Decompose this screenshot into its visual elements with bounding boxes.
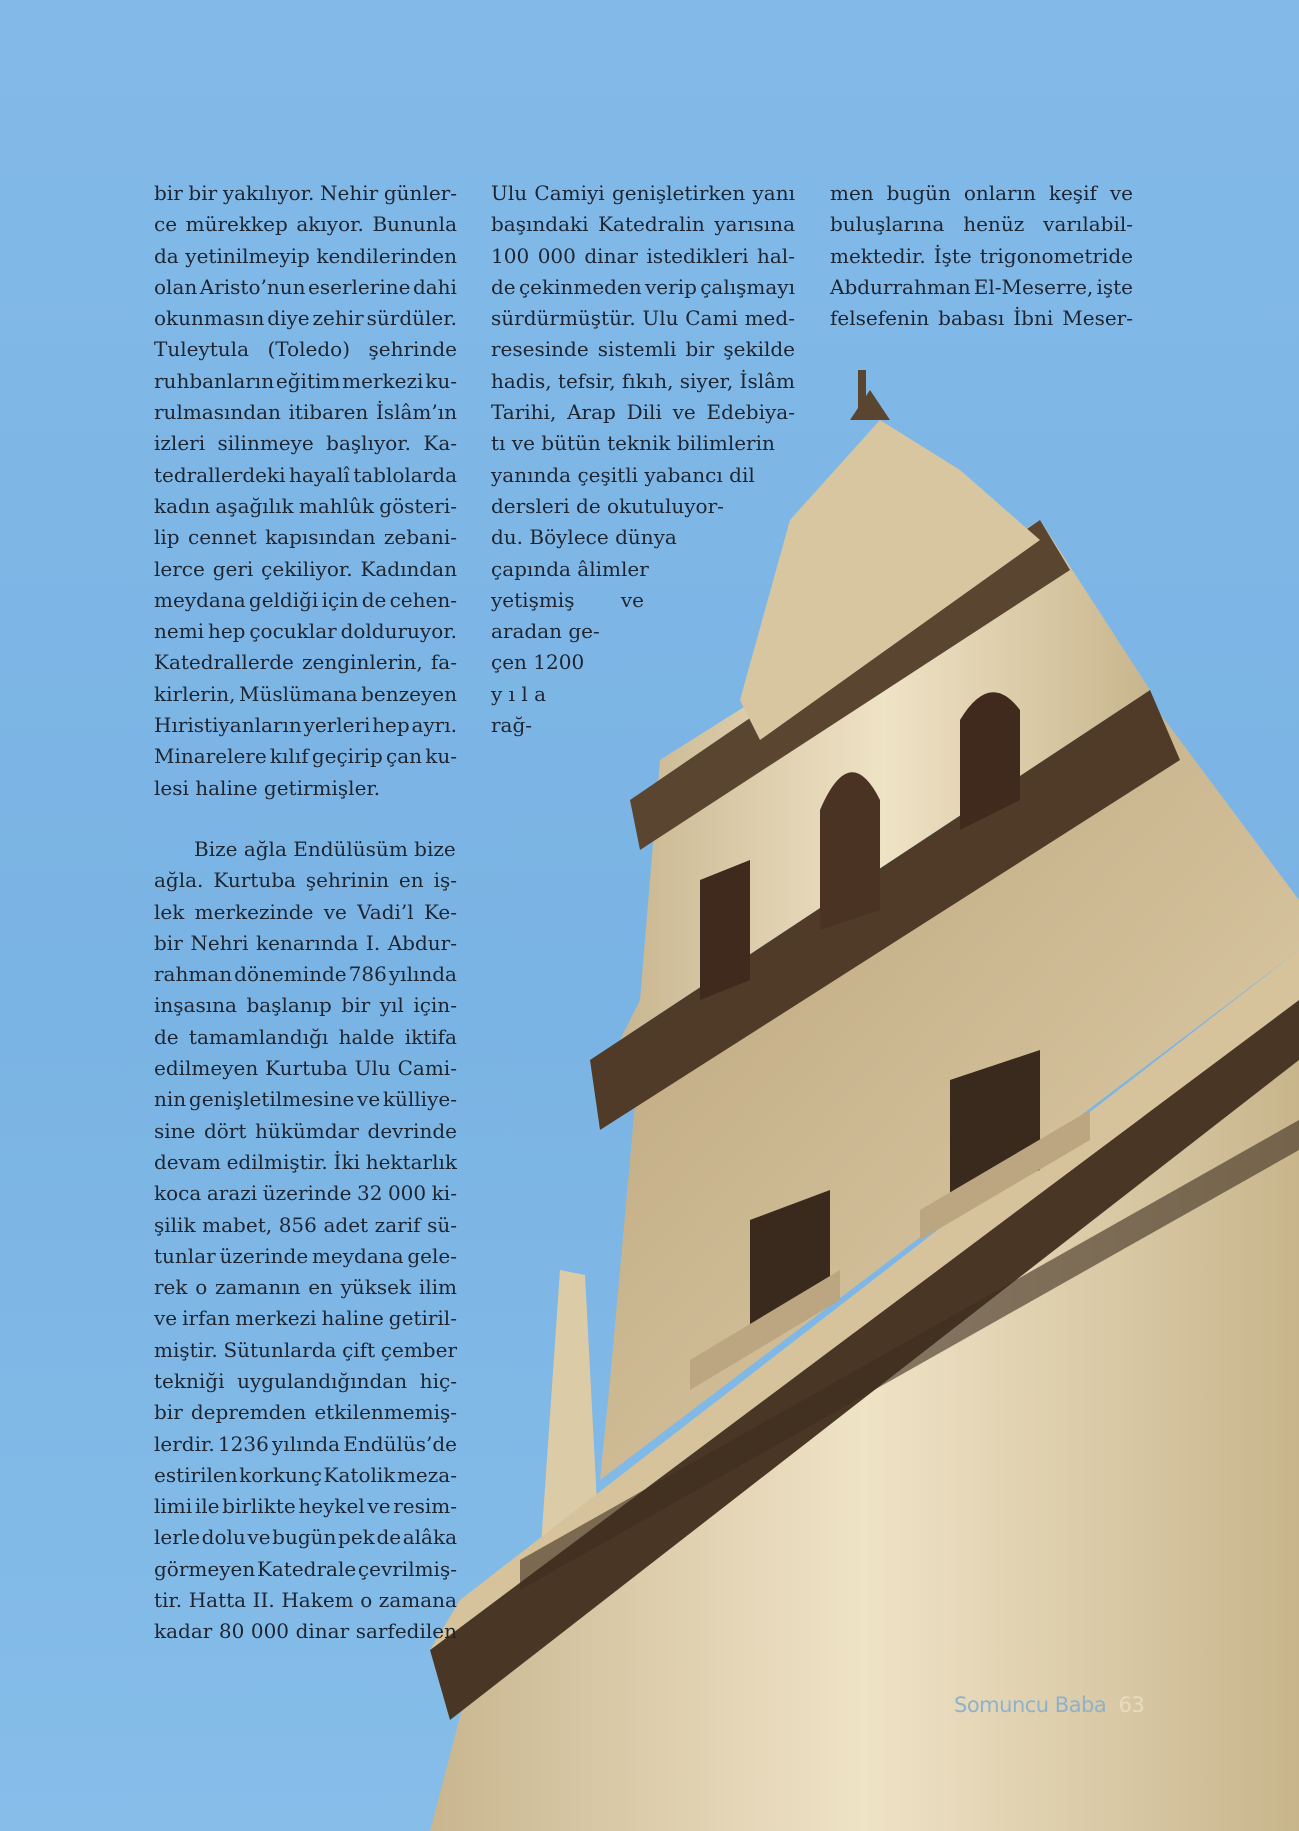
- page-footer: [954, 1693, 1144, 1717]
- paragraph-left-1: [154, 178, 457, 804]
- text-line: inşasına başlanıp bir yıl için-: [154, 993, 457, 1018]
- text-line: lesi haline getirmişler.: [154, 775, 381, 800]
- belfry-window: [820, 772, 880, 930]
- text-line: Hıristiyanların yerleri hep ayrı.: [154, 713, 457, 738]
- text-line: ruhbanların eğitim merkezi ku-: [154, 368, 457, 393]
- text-column-left: [154, 178, 457, 1648]
- text-line: resesinde sistemli bir şekilde: [491, 337, 795, 362]
- text-line: Katedrallerde zenginlerin, fa-: [154, 650, 457, 675]
- belfry-window: [700, 860, 750, 1000]
- text-line: da yetinilmeyip kendilerinden: [154, 243, 457, 268]
- text-line: estirilen korkunç Katolik meza-: [154, 1462, 457, 1487]
- text-line: tekniği uygulandığından hiç-: [154, 1368, 457, 1393]
- text-line: kadar 80 000 dinar sarfedilen: [154, 1619, 457, 1644]
- text-line: Tarihi, Arap Dili ve Edebiya-: [491, 400, 795, 425]
- text-line: lerce geri çekiliyor. Kadından: [154, 556, 457, 581]
- text-line: Tuleytula (Toledo) şehrinde: [154, 337, 457, 362]
- text-line: Bize ağla Endülüsüm bize: [194, 836, 456, 861]
- text-line: nin genişletilmesine ve külliye-: [154, 1087, 457, 1112]
- text-line: rahman döneminde 786 yılında: [154, 962, 457, 987]
- text-line: y ı l a: [491, 681, 547, 706]
- text-line: rek o zamanın en yüksek ilim: [154, 1275, 457, 1300]
- page-number: 63: [1118, 1693, 1145, 1717]
- text-line: bir Nehri kenarında I. Abdur-: [154, 930, 457, 955]
- text-line: koca arazi üzerinde 32 000 ki-: [154, 1181, 457, 1206]
- text-line: tunlar üzerinde meydana gele-: [154, 1243, 457, 1268]
- text-line: lerle dolu ve bugün pek de alâka: [154, 1525, 457, 1550]
- text-line: kirlerin, Müslümana benzeyen: [154, 681, 457, 706]
- text-line: tı ve bütün teknik bilimlerin: [491, 431, 775, 456]
- text-line: okunmasın diye zehir sürdüler.: [154, 306, 457, 331]
- text-line: çen 1200: [491, 650, 585, 675]
- text-line: de çekinmeden verip çalışmayı: [491, 274, 795, 299]
- text-line: du. Böylece dünya: [491, 525, 677, 550]
- text-line: hadis, tefsir, fıkıh, siyer, İslâm: [491, 368, 795, 393]
- text-line: başındaki Katedralin yarısına: [491, 212, 795, 237]
- text-line: izleri silinmeye başlıyor. Ka-: [154, 431, 457, 456]
- magazine-name: Somuncu Baba: [954, 1693, 1107, 1717]
- text-line: yetişmiş ve: [491, 587, 644, 612]
- text-line: miştir. Sütunlarda çift çember: [154, 1337, 457, 1362]
- text-line: ve irfan merkezi haline getiril-: [154, 1306, 457, 1331]
- text-line: bir bir yakılıyor. Nehir günler-: [154, 181, 457, 205]
- text-line: sürdürmüştür. Ulu Cami med-: [491, 306, 795, 331]
- text-line: men bugün onların keşif ve: [830, 181, 1133, 205]
- text-line: sine dört hükümdar devrinde: [154, 1118, 457, 1143]
- text-line: ağla. Kurtuba şehrinin en iş-: [154, 868, 457, 893]
- text-line: nemi hep çocuklar dolduruyor.: [154, 619, 457, 644]
- text-line: ce mürekkep akıyor. Bununla: [154, 212, 457, 237]
- text-line: kadın aşağılık mahlûk gösteri-: [154, 493, 457, 518]
- text-line: görmeyen Katedrale çevrilmiş-: [154, 1556, 457, 1581]
- text-line: aradan ge-: [491, 619, 600, 644]
- text-line: limi ile birlikte heykel ve resim-: [154, 1494, 457, 1519]
- text-line: Minarelere kılıf geçirip çan ku-: [154, 744, 457, 769]
- paragraph-left-2: [154, 834, 457, 1648]
- text-line: tedrallerdeki hayalî tablolarda: [154, 462, 457, 487]
- text-line: çapında âlimler: [491, 556, 649, 581]
- text-line: devam edilmiştir. İki hektarlık: [154, 1149, 457, 1174]
- text-line: meydana geldiği için de cehen-: [154, 587, 457, 612]
- text-line: yanında çeşitli yabancı dil: [491, 462, 755, 487]
- text-column-middle: [491, 178, 795, 741]
- text-line: lip cennet kapısından zebani-: [154, 525, 457, 550]
- text-line: olan Aristo’nun eserlerine dahi: [154, 274, 457, 299]
- text-line: de tamamlandığı halde iktifa: [154, 1024, 457, 1049]
- text-column-right: [830, 178, 1133, 334]
- text-line: şilik mabet, 856 adet zarif sü-: [154, 1212, 457, 1237]
- text-line: edilmeyen Kurtuba Ulu Cami-: [154, 1056, 457, 1081]
- text-line: dersleri de okutuluyor-: [491, 493, 724, 518]
- text-line: lerdir. 1236 yılında Endülüs’de: [154, 1431, 457, 1456]
- text-line: rağ-: [491, 713, 533, 738]
- text-line: lek merkezinde ve Vadi’l Ke-: [154, 899, 457, 924]
- text-line: 100 000 dinar istedikleri hal-: [491, 243, 795, 268]
- text-line: tir. Hatta II. Hakem o zamana: [154, 1588, 457, 1613]
- text-line: mektedir. İşte trigonometride: [830, 243, 1133, 268]
- text-line: Ulu Camiyi genişletirken yanı: [491, 181, 795, 205]
- text-line: buluşlarına henüz varılabil-: [830, 212, 1133, 237]
- text-line: felsefenin babası İbni Meser-: [830, 306, 1133, 331]
- text-line: bir depremden etkilenmemiş-: [154, 1400, 457, 1425]
- text-line: Abdurrahman El-Meserre, işte: [830, 274, 1133, 299]
- text-line: rulmasından itibaren İslâm’ın: [154, 400, 457, 425]
